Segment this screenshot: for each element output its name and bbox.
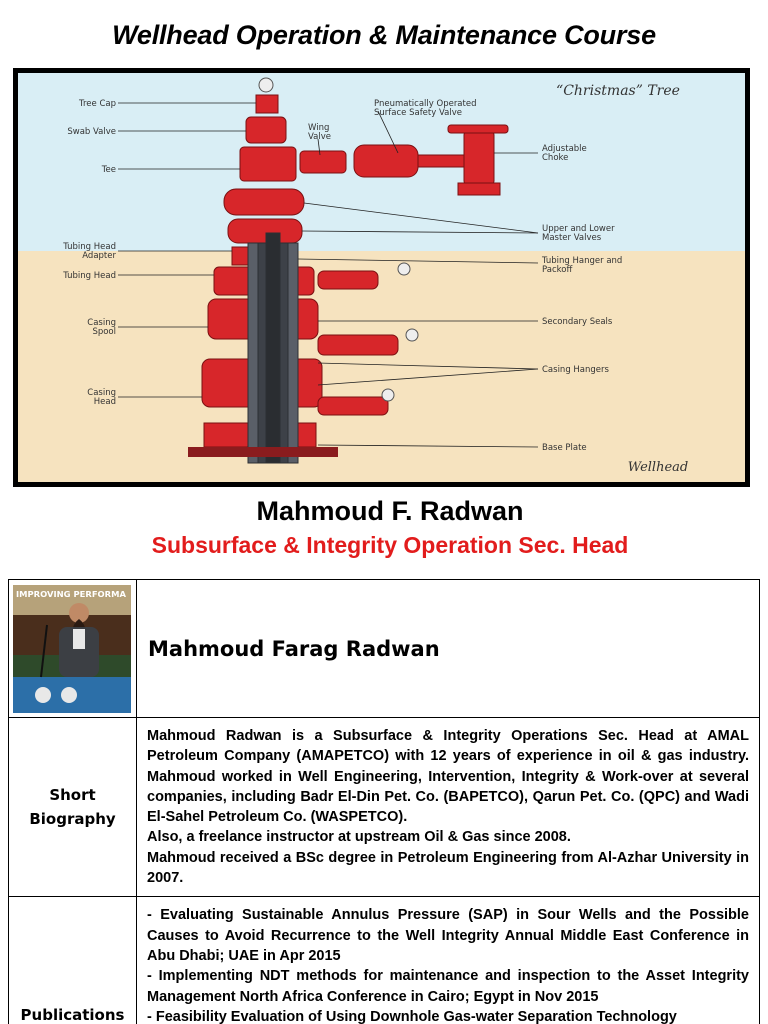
- label-casing-head: Casing Head: [87, 388, 116, 407]
- wing-valve: [300, 151, 346, 173]
- casing-head-outlet: [318, 397, 388, 415]
- head-gauge-icon: [382, 389, 394, 401]
- publication-item: - Feasibility Evaluation of Using Downhole Gas-water Separation Technology: [147, 1008, 677, 1024]
- label-tubing-head: Tubing Head: [63, 271, 116, 281]
- publications-label: Publications: [9, 897, 137, 1024]
- photo-banner-text: IMPROVING PERFORMA: [16, 589, 127, 599]
- pipe-strings: [248, 233, 298, 463]
- swab-valve: [246, 117, 286, 143]
- pressure-gauge-icon: [259, 78, 273, 92]
- publications-text: [137, 897, 760, 1024]
- profile-header-row: [9, 580, 760, 718]
- label-tree-cap: Tree Cap: [79, 99, 116, 109]
- flow-line: [418, 155, 468, 167]
- label-adjustable-choke: Adjustable Choke: [542, 144, 587, 163]
- tree-cap: [256, 95, 278, 113]
- profile-table: [8, 579, 760, 1024]
- label-tubing-hanger: Tubing Hanger and Packoff: [542, 256, 623, 275]
- base-plate: [188, 447, 338, 457]
- speaker-photo: [13, 585, 131, 713]
- person-name: Mahmoud F. Radwan: [256, 496, 524, 526]
- speaker-photo-art: [13, 585, 131, 713]
- full-name: Mahmoud Farag Radwan: [137, 580, 760, 718]
- wellhead-diagram-svg: [18, 73, 745, 482]
- label-swab-valve: Swab Valve: [67, 127, 116, 137]
- publication-item: - Implementing NDT methods for maintenance and inspection to the Asset Integrity Management North Africa Conference in Cairo; Egypt in Nov 2015: [147, 968, 749, 1005]
- label-master-valves: Upper and Lower Master Valves: [542, 224, 615, 243]
- document-title: Wellhead Operation & Maintenance Course: [112, 20, 656, 50]
- lower-master-valve: [228, 219, 302, 243]
- diagram-heading: “Christmas” Tree: [556, 83, 680, 99]
- diagram-footer: Wellhead: [627, 460, 689, 475]
- person-role: Subsurface & Integrity Operation Sec. Head: [151, 532, 629, 558]
- choke-base: [458, 183, 500, 195]
- tubing-string: [266, 233, 280, 463]
- spool-gauge-icon: [406, 329, 418, 341]
- biography-paragraph: Also, a freelance instructor at upstream Oil & Gas since 2008.: [147, 829, 571, 846]
- tubing-head-outlet: [318, 271, 378, 289]
- biography-paragraph: Mahmoud received a BSc degree in Petroleum Engineering from Al-Azhar University in 2007.: [147, 849, 749, 887]
- biography-row: [9, 718, 760, 897]
- ground-background: [18, 251, 745, 482]
- choke-handle: [448, 125, 508, 133]
- label-secondary-seals: Secondary Seals: [542, 317, 613, 327]
- label-tubing-head-adapter: Tubing Head Adapter: [63, 242, 116, 261]
- surface-safety-valve: [354, 145, 418, 177]
- biography-paragraph: Mahmoud Radwan is a Subsurface & Integrity Operations Sec. Head at AMAL Petroleum Company (AMAPETCO) with 12 years of experience in oil & gas industry. Mahmoud worked in Well Engineering, Intervention, Integrity & Work-over at several companies, including Badr El-Din Pet. Co. (BAPETCO), Qarun Pet. Co. (QPC) and Wadi El-Sahel Petroleum Co. (WASPETCO).: [147, 728, 749, 826]
- adjustable-choke: [464, 131, 494, 185]
- tubing-gauge-icon: [398, 263, 410, 275]
- label-base-plate: Base Plate: [542, 443, 587, 453]
- label-casing-hangers: Casing Hangers: [542, 365, 609, 375]
- publications-row: [9, 897, 760, 1024]
- photo-cell: [9, 580, 137, 718]
- label-safety-valve: Pneumatically Operated Surface Safety Valve: [374, 99, 477, 118]
- wellhead-diagram: [13, 68, 750, 487]
- casing-spool-outlet: [318, 335, 398, 355]
- biography-label: Short Biography: [9, 718, 137, 897]
- label-tee: Tee: [101, 165, 116, 175]
- label-wing-valve: Wing Valve: [308, 123, 331, 142]
- tee: [240, 147, 296, 181]
- label-casing-spool: Casing Spool: [87, 318, 116, 337]
- upper-master-valve: [224, 189, 304, 215]
- publication-item: - Evaluating Sustainable Annulus Pressure (SAP) in Sour Wells and the Possible Causes to Avoid Recurrence to the Well Integrity Annual Middle East Conference in Abu Dhabi; UAE in Apr 2015: [147, 907, 749, 964]
- biography-text: [137, 718, 760, 897]
